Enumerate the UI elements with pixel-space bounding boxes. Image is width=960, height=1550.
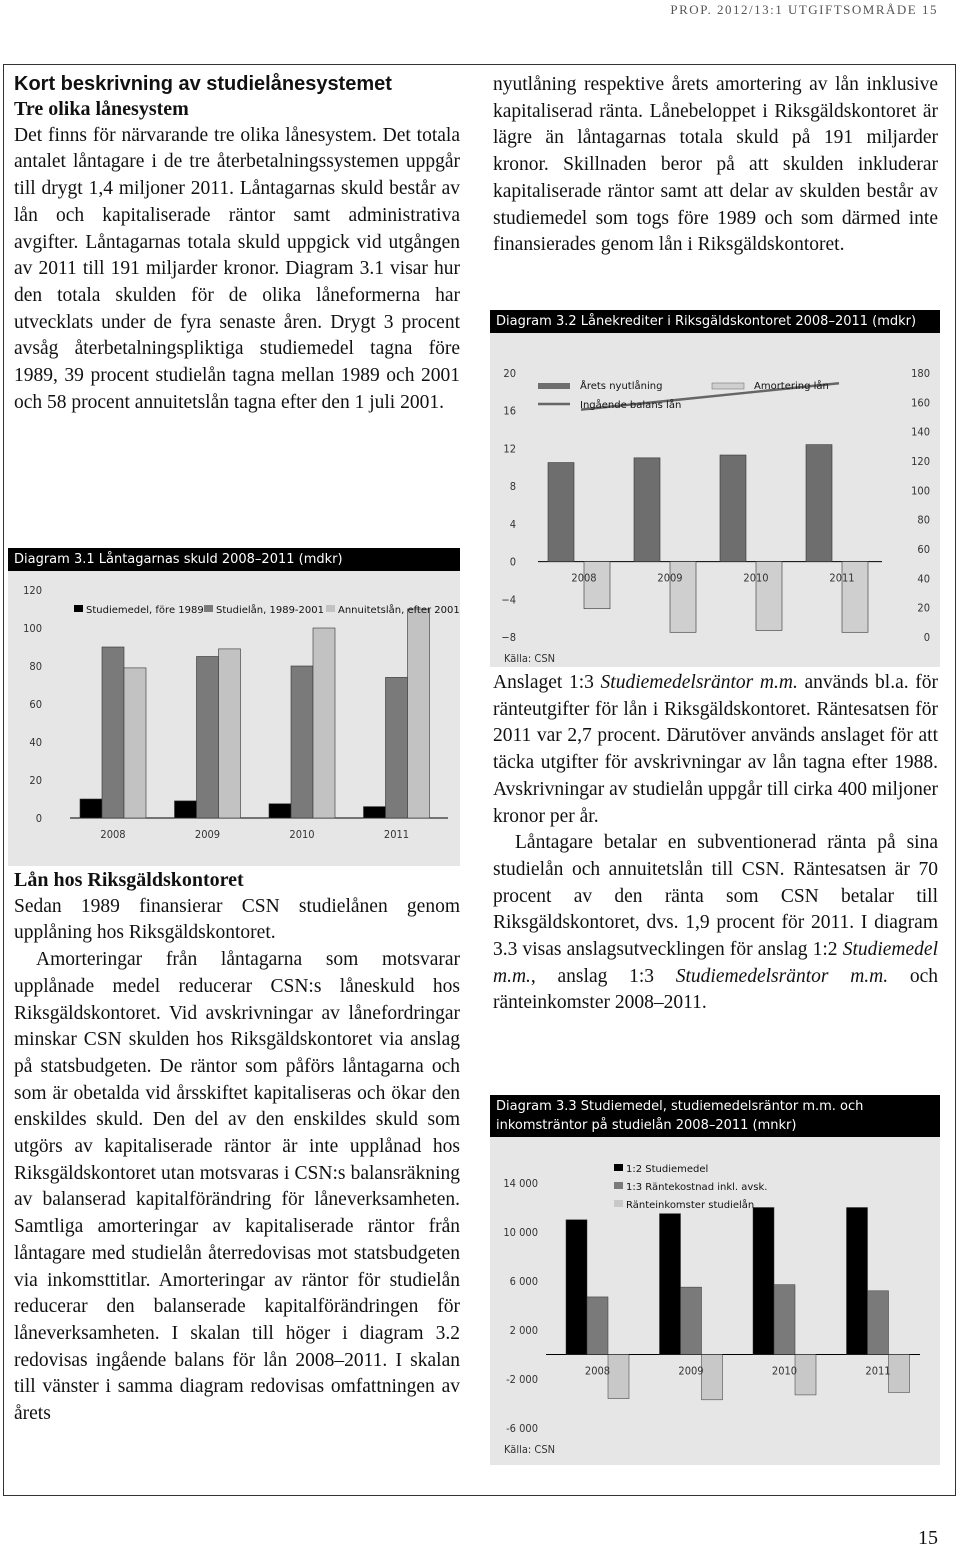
- y-tick-label: −8: [501, 631, 516, 644]
- section-text-tre-olika: Det finns för närvarande tre olika lånesystem. Det totala antalet låntagare i de tre återbetalningssystemen uppgår till drygt 1,4 miljoner 2011. Låntagarnas skuld består av lån och kapitaliserade räntor samt administrativa avgifter. Låntagarnas totala skuld uppgick vid utgången av 2011 till 191 miljarder kronor. Diagram 3.1 visar hur den totala skulden för de olika låneformerna har utvecklats under de fyra senaste åren. Drygt 3 procent avsåg återbetalningspliktiga studiemedel tagna före 1989, 39 procent studielån tagna mellan 1989 och 2001 och 58 procent annuitetslån tagna efter den 1 juli 2001.: [14, 124, 460, 413]
- x-tick-label: 2010: [289, 828, 315, 841]
- bar: [587, 1297, 608, 1355]
- running-head: PROP. 2012/13:1 UTGIFTSOMRÅDE 15: [670, 2, 938, 17]
- chart-3-2-plot: [490, 310, 940, 667]
- left-column-lower: [14, 867, 460, 1428]
- chart-title: Diagram 3.1 Låntagarnas skuld 2008–2011 (mdkr): [8, 548, 460, 571]
- y-tick-label: 6 000: [509, 1275, 538, 1288]
- section-heading-riksgald: Lån hos Riksgäldskontoret: [14, 869, 244, 891]
- chart-diagram-3-1: [8, 548, 460, 866]
- bar: [548, 463, 574, 562]
- legend-label: 1:3 Räntekostnad inkl. avsk.: [626, 1182, 768, 1193]
- bar: [702, 1355, 723, 1400]
- section-paragraph-2: Amorteringar från låntagarna som motsvarar upplånade medel reducerar CSN:s låneskuld hos Riksgäldskontoret. Vid avskrivningar av lånefordringar minskar CSN skulden hos Riksgäldskontoret via anslag på statsbudgeten. De räntor som påförs låntagarna och som är obetalda vid årsskiftet kapitaliseras och ökar den enskildes skuld. Den del av den enskildes skuld som utgörs av kapitaliserade räntor är inte upplånad hos Riksgäldskontoret utan motsvaras i CSN:s balansräkning av balanserad kapitalförändring för låneverksamheten. Samtliga amorteringar av kapitaliserade räntor från låntagare med studielån återredovisas mot statsbudgeten via inkomsttitlar. Amorteringar av räntor för studielån reducerar den balanserade kapitalförändringen för låneverksamheten. I skalan till höger i diagram 3.2 redovisas ingående balans för lån 2008–2011. I skalan till vänster i samma diagram redovisas omfattningen av årets: [14, 949, 460, 1425]
- y-tick-label: 10 000: [503, 1226, 538, 1239]
- y-tick-label: 0: [509, 555, 516, 569]
- y2-tick-label: 180: [911, 367, 930, 380]
- bar: [634, 458, 660, 562]
- right-paragraph-3: Låntagare betalar en subventionerad ränta på sina studielån och annuitetslån till CSN. Räntesatsen är 70 procent av den ränta som CSN betalar till Riksgäldskontoret, dvs. 1,9 procent för 2011. I diagram 3.3 visas anslagsutvecklingen för anslag 1:2 Studiemedel m.m., anslag 1:3 Studiemedelsräntor m.m. och ränteinkomster 2008–2011.: [493, 832, 939, 1014]
- bar: [753, 1208, 774, 1355]
- chart-source: Källa: CSN: [504, 652, 555, 665]
- bar: [197, 657, 219, 819]
- y-tick-label: 8: [509, 480, 516, 494]
- y-tick-label: 100: [23, 622, 42, 635]
- y-tick-label: 4: [509, 517, 516, 531]
- y-tick-label: 12: [503, 442, 516, 456]
- y2-tick-label: 60: [917, 543, 930, 556]
- bar: [889, 1355, 910, 1393]
- bar: [720, 455, 746, 562]
- y-tick-label: -6 000: [506, 1422, 538, 1435]
- legend-label: Ränteinkomster studielån: [626, 1200, 755, 1211]
- bar: [386, 677, 408, 818]
- right-column-upper: [493, 72, 938, 259]
- right-paragraph-1: nyutlåning respektive årets amortering av lån inklusive kapitaliserad ränta. Lånebeloppet i Riksgäldskontoret är lägre än låntagarnas totala skuld på 191 miljarder kronor. Skillnaden beror på att skulden inkluderar kapitaliserade räntor samt att delar av skulden består av studiemedel som togs före 1989 och som därmed inte finansierades genom lån i Riksgäldskontoret.: [493, 74, 938, 256]
- x-tick-label: 2008: [584, 1364, 611, 1378]
- bar: [219, 649, 241, 818]
- y-tick-label: 20: [29, 774, 42, 787]
- bar: [313, 628, 335, 818]
- y2-tick-label: 0: [923, 631, 930, 644]
- bar: [408, 609, 430, 818]
- legend-label: Annuitetslån, efter 2001: [338, 605, 460, 616]
- x-tick-label: 2009: [678, 1364, 704, 1378]
- bar: [102, 647, 124, 818]
- right-column-middle: [493, 670, 938, 1017]
- bar: [868, 1291, 889, 1355]
- y2-tick-label: 100: [911, 484, 930, 498]
- x-tick-label: 2011: [865, 1364, 891, 1378]
- y2-tick-label: 160: [911, 396, 930, 410]
- section-paragraph-1: Sedan 1989 finansierar CSN studielånen genom upplåning hos Riksgäldskontoret.: [14, 895, 460, 944]
- legend-swatch: [74, 605, 83, 612]
- y2-tick-label: 120: [911, 455, 930, 468]
- bar: [847, 1208, 868, 1355]
- legend-swatch: [614, 1200, 623, 1207]
- x-tick-label: 2010: [743, 571, 769, 585]
- bar: [364, 807, 386, 818]
- bar: [806, 445, 832, 562]
- bar: [175, 801, 197, 818]
- legend-swatch: [538, 383, 570, 389]
- y-tick-label: 120: [23, 584, 42, 597]
- y2-tick-label: 140: [911, 425, 930, 439]
- legend-label: Studiemedel, före 1989: [86, 605, 204, 616]
- legend-label: Årets nyutlåning: [580, 381, 663, 392]
- right-paragraph-2: Anslaget 1:3 Studiemedelsräntor m.m. används bl.a. för ränteutgifter för lån i Riksgäldskontoret. Räntesatsen för 2011 var 2,7 procent. Därutöver används anslaget för att täcka utgifter för avskrivningar av lån tagna efter 1988. Avskrivningar av studielån uppgår till cirka 400 miljoner kronor per år.: [493, 672, 938, 827]
- y-tick-label: 16: [503, 404, 516, 418]
- y-tick-label: 0: [35, 812, 42, 825]
- x-tick-label: 2011: [383, 828, 410, 841]
- bar: [774, 1285, 795, 1355]
- y-tick-label: 2 000: [509, 1324, 538, 1337]
- chart-diagram-3-2: [490, 310, 940, 667]
- bar: [681, 1287, 702, 1354]
- y2-tick-label: 40: [917, 572, 930, 586]
- chart-title: Diagram 3.2 Lånekrediter i Riksgäldskontoret 2008–2011 (mdkr): [490, 310, 940, 333]
- chart-3-1-plot: [8, 548, 460, 866]
- bar: [269, 804, 291, 818]
- x-tick-label: 2009: [657, 571, 683, 585]
- legend-label: Studielån, 1989-2001: [216, 605, 324, 616]
- x-tick-label: 2008: [100, 828, 126, 841]
- x-tick-label: 2008: [571, 571, 597, 585]
- legend-label: Amortering lån: [754, 381, 829, 392]
- legend-label: Ingående balans lån: [580, 400, 682, 411]
- y-tick-label: 20: [503, 367, 516, 380]
- legend-label: 1:2 Studiemedel: [626, 1164, 709, 1175]
- legend-swatch: [614, 1182, 623, 1189]
- bar: [795, 1355, 816, 1395]
- y-tick-label: 14 000: [503, 1177, 538, 1190]
- y-tick-label: −4: [501, 593, 516, 607]
- chart-source: Källa: CSN: [504, 1443, 555, 1456]
- left-column: [14, 72, 460, 416]
- chart-diagram-3-3: [490, 1095, 940, 1465]
- legend-swatch: [712, 383, 744, 389]
- bar: [584, 562, 610, 609]
- bar: [608, 1355, 629, 1399]
- section-heading-tre-olika: Tre olika lånesystem: [14, 98, 189, 120]
- x-tick-label: 2010: [771, 1364, 798, 1378]
- page-number: 15: [918, 1527, 938, 1549]
- legend-swatch: [326, 605, 335, 612]
- x-tick-label: 2011: [829, 571, 855, 585]
- chart-3-3-plot: [490, 1095, 940, 1465]
- bar: [566, 1220, 587, 1355]
- x-tick-label: 2009: [194, 828, 221, 841]
- bar: [660, 1214, 681, 1355]
- y2-tick-label: 20: [917, 601, 930, 615]
- bar: [291, 666, 313, 818]
- y-tick-label: -2 000: [506, 1373, 538, 1386]
- y-tick-label: 60: [29, 698, 42, 711]
- y2-tick-label: 80: [917, 513, 930, 527]
- y-tick-label: 40: [29, 736, 42, 749]
- legend-swatch: [614, 1164, 623, 1171]
- y-tick-label: 80: [29, 660, 42, 673]
- bar: [80, 799, 102, 818]
- page-title: Kort beskrivning av studielånesystemet: [14, 73, 392, 95]
- chart-title: Diagram 3.3 Studiemedel, studiemedelsräntor m.m. och inkomsträntor på studielån 2008–2011 (mnkr): [490, 1095, 940, 1137]
- legend-swatch: [204, 605, 213, 612]
- bar: [124, 668, 146, 818]
